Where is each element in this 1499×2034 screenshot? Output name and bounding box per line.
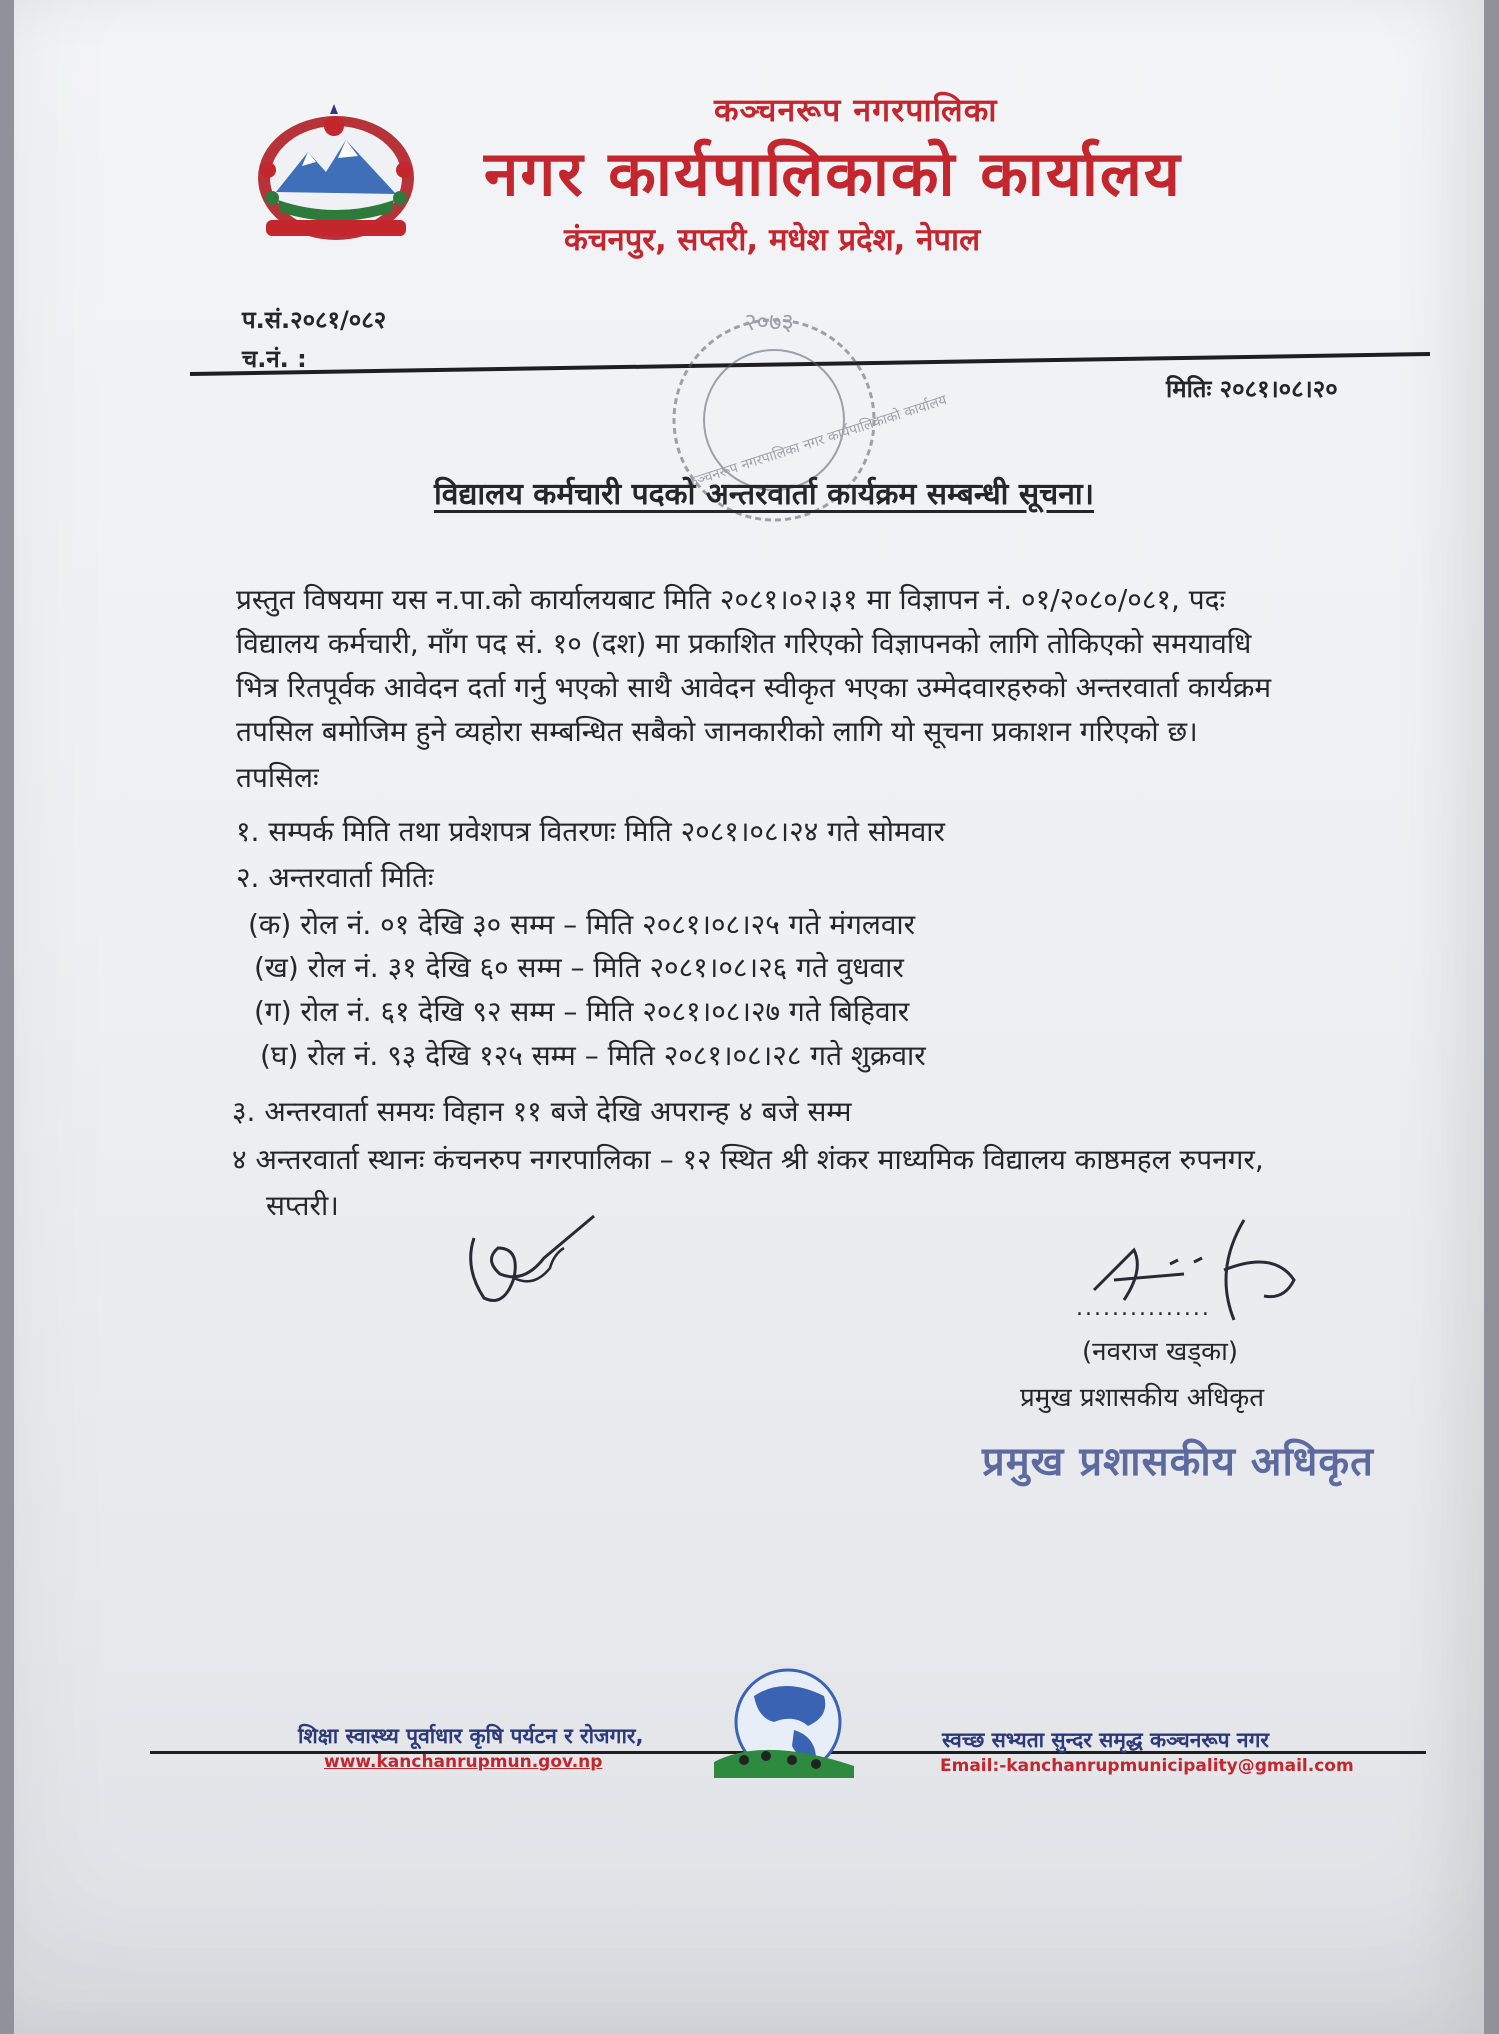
stamp-text: कञ्चनरूप नगरपालिका नगर कार्यपालिकाको कार्यालय [684,392,949,492]
interview-sub-item: (क) रोल नं. ०१ देखि ३० सम्म – मिति २०८१।०८।२५ गते मंगलवार [248,908,916,941]
globe-logo-icon [704,1666,864,1786]
schedule-heading: तपसिलः [236,761,319,794]
reference-number: प.सं.२०८१/०८२ [242,306,387,334]
body-paragraph-line: विद्यालय कर्मचारी, माँग पद सं. १० (दश) मा प्रकाशित गरिएको विज्ञापनको लागि तोकिएको समयावधि [236,627,1252,660]
schedule-item-contact-date: १. सम्पर्क मिति तथा प्रवेशपत्र वितरणः मिति २०८१।०८।२४ गते सोमवार [236,815,946,848]
signature-line: ............... [1076,1296,1211,1321]
schedule-item-interview-dates: २. अन्तरवार्ता मितिः [236,861,434,894]
initials-signature [454,1208,604,1318]
nepal-emblem-icon [246,100,426,250]
body-paragraph-line: भित्र रितपूर्वक आवेदन दर्ता गर्नु भएको साथै आवेदन स्वीकृत भएका उम्मेदवारहरुको अन्तरवार्ता कार्यक्रम [236,671,1272,704]
footer-website-link[interactable]: www.kanchanrupmun.gov.np [324,1752,603,1772]
notice-subject: विद्यालय कर्मचारी पदको अन्तरवार्ता कार्यक्रम सम्बन्धी सूचना। [434,477,1094,512]
schedule-item-interview-venue: ४ अन्तरवार्ता स्थानः कंचनरुप नगरपालिका – १२ स्थित श्री शंकर माध्यमिक विद्यालय काष्ठमहल रुपनगर, [232,1143,1264,1176]
notice-date: मितिः २०८१।०८।२० [1166,375,1338,403]
signer-name: (नवराज खड्का) [1082,1337,1238,1367]
designation-stamp: प्रमुख प्रशासकीय अधिकृत [982,1439,1374,1485]
footer-email-link[interactable]: Email:-kanchanrupmunicipality@gmail.com [940,1756,1354,1776]
dispatch-number: च.नं. : [242,345,307,373]
office-title: नगर कार्यपालिकाको कार्यालय [484,137,1182,210]
footer-slogan-right: स्वच्छ सभ्यता सुन्दर समृद्ध कञ्चनरूप नगर [942,1728,1269,1752]
municipality-name: कञ्चनरूप नगरपालिका [714,91,998,129]
footer-slogan-left: शिक्षा स्वास्थ्य पूर्वाधार कृषि पर्यटन र रोजगार, [298,1724,644,1748]
body-paragraph-line: तपसिल बमोजिम हुने व्यहोरा सम्बन्धित सबैको जानकारीको लागि यो सूचना प्रकाशन गरिएको छ। [236,715,1198,748]
notice-document [14,0,1484,2034]
interview-sub-item: (घ) रोल नं. ९३ देखि १२५ सम्म – मिति २०८१।०८।२८ गते शुक्रवार [260,1039,926,1072]
schedule-item-interview-time: ३. अन्तरवार्ता समयः विहान ११ बजे देखि अपरान्ह ४ बजे सम्म [232,1095,852,1128]
body-paragraph-line: प्रस्तुत विषयमा यस न.पा.को कार्यालयबाट मिति २०८१।०२।३१ मा विज्ञापन नं. ०१/२०८०/०८१, पदः [236,583,1226,616]
venue-continuation: सप्तरी। [266,1189,339,1222]
interview-sub-item: (ख) रोल नं. ३१ देखि ६० सम्म – मिति २०८१।०८।२६ गते वुधवार [254,951,904,984]
stamp-number: २०७३ [744,308,794,336]
office-address: कंचनपुर, सप्तरी, मधेश प्रदेश, नेपाल [564,222,981,258]
interview-sub-item: (ग) रोल नं. ६१ देखि ९२ सम्म – मिति २०८१।०८।२७ गते बिहिवार [254,995,910,1028]
signer-designation: प्रमुख प्रशासकीय अधिकृत [1020,1383,1265,1413]
